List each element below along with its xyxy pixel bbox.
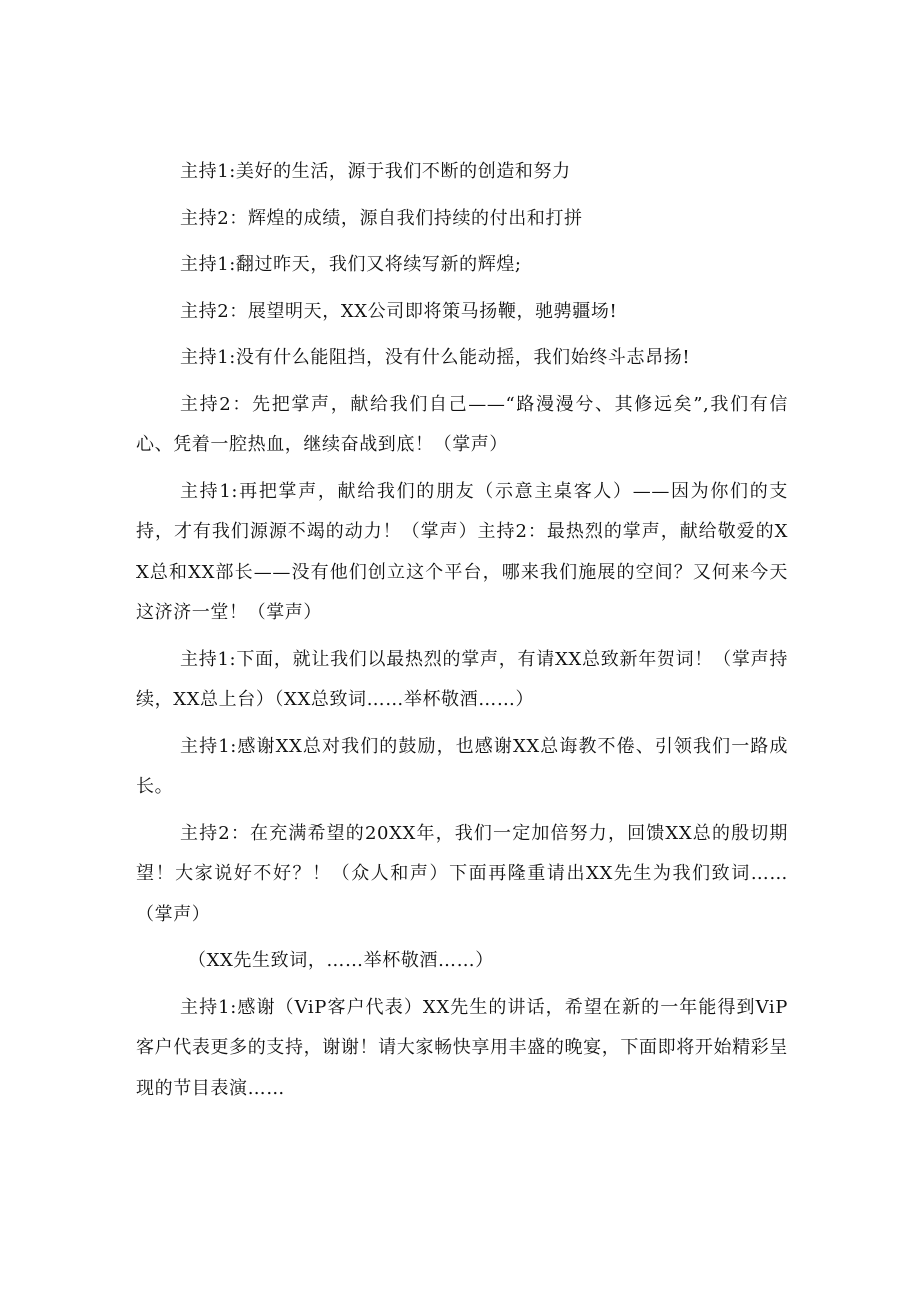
paragraph-3: 主持1:翻过昨天，我们又将续写新的辉煌; (180, 254, 522, 275)
paragraph-4: 主持2：展望明天，XX公司即将策马扬鞭，驰骋疆场! (180, 300, 618, 322)
paragraph-7: 主持1:再把掌声，献给我们的朋友（示意主桌客人）——因为你们的支持，才有我们源源不竭的动力！（掌声）主持2：最热烈的掌声，献给敬爱的XX总和XX部长——没有他们创立这个平台，哪来我们施展的空间？又何来今天这济济一堂！（掌声） (136, 480, 788, 623)
paragraph-5: 主持1:没有什么能阻挡，没有什么能动摇，我们始终斗志昂扬! (180, 347, 691, 368)
paragraph-11: （XX先生致词，……举杯敬酒……） (188, 950, 494, 971)
paragraph-10: 主持2：在充满希望的20XX年，我们一定加倍努力，回馈XX总的殷切期望！大家说好不好？！（众人和声）下面再隆重请出XX先生为我们致词……（掌声） (136, 822, 788, 925)
paragraph-1: 主持1:美好的生活，源于我们不断的创造和努力 (180, 161, 571, 182)
paragraph-12: 主持1:感谢（ViP客户代表）XX先生的讲话，希望在新的一年能得到ViP客户代表更多的支持，谢谢！请大家畅快享用丰盛的晚宴，下面即将开始精彩呈现的节目表演…… (136, 996, 788, 1099)
document-body (136, 152, 788, 1115)
paragraph-9: 主持1:感谢XX总对我们的鼓励，也感谢XX总诲教不倦、引领我们一路成长。 (136, 735, 788, 797)
paragraph-2: 主持2：辉煌的成绩，源自我们持续的付出和打拼 (180, 207, 583, 229)
paragraph-8: 主持1:下面，就让我们以最热烈的掌声，有请XX总致新年贺词！（掌声持续，XX总上台）（XX总致词……举杯敬酒……） (136, 648, 788, 710)
paragraph-6: 主持2：先把掌声，献给我们自己——“路漫漫兮、其修远矣”,我们有信心、凭着一腔热血，继续奋战到底！（掌声） (136, 393, 788, 455)
